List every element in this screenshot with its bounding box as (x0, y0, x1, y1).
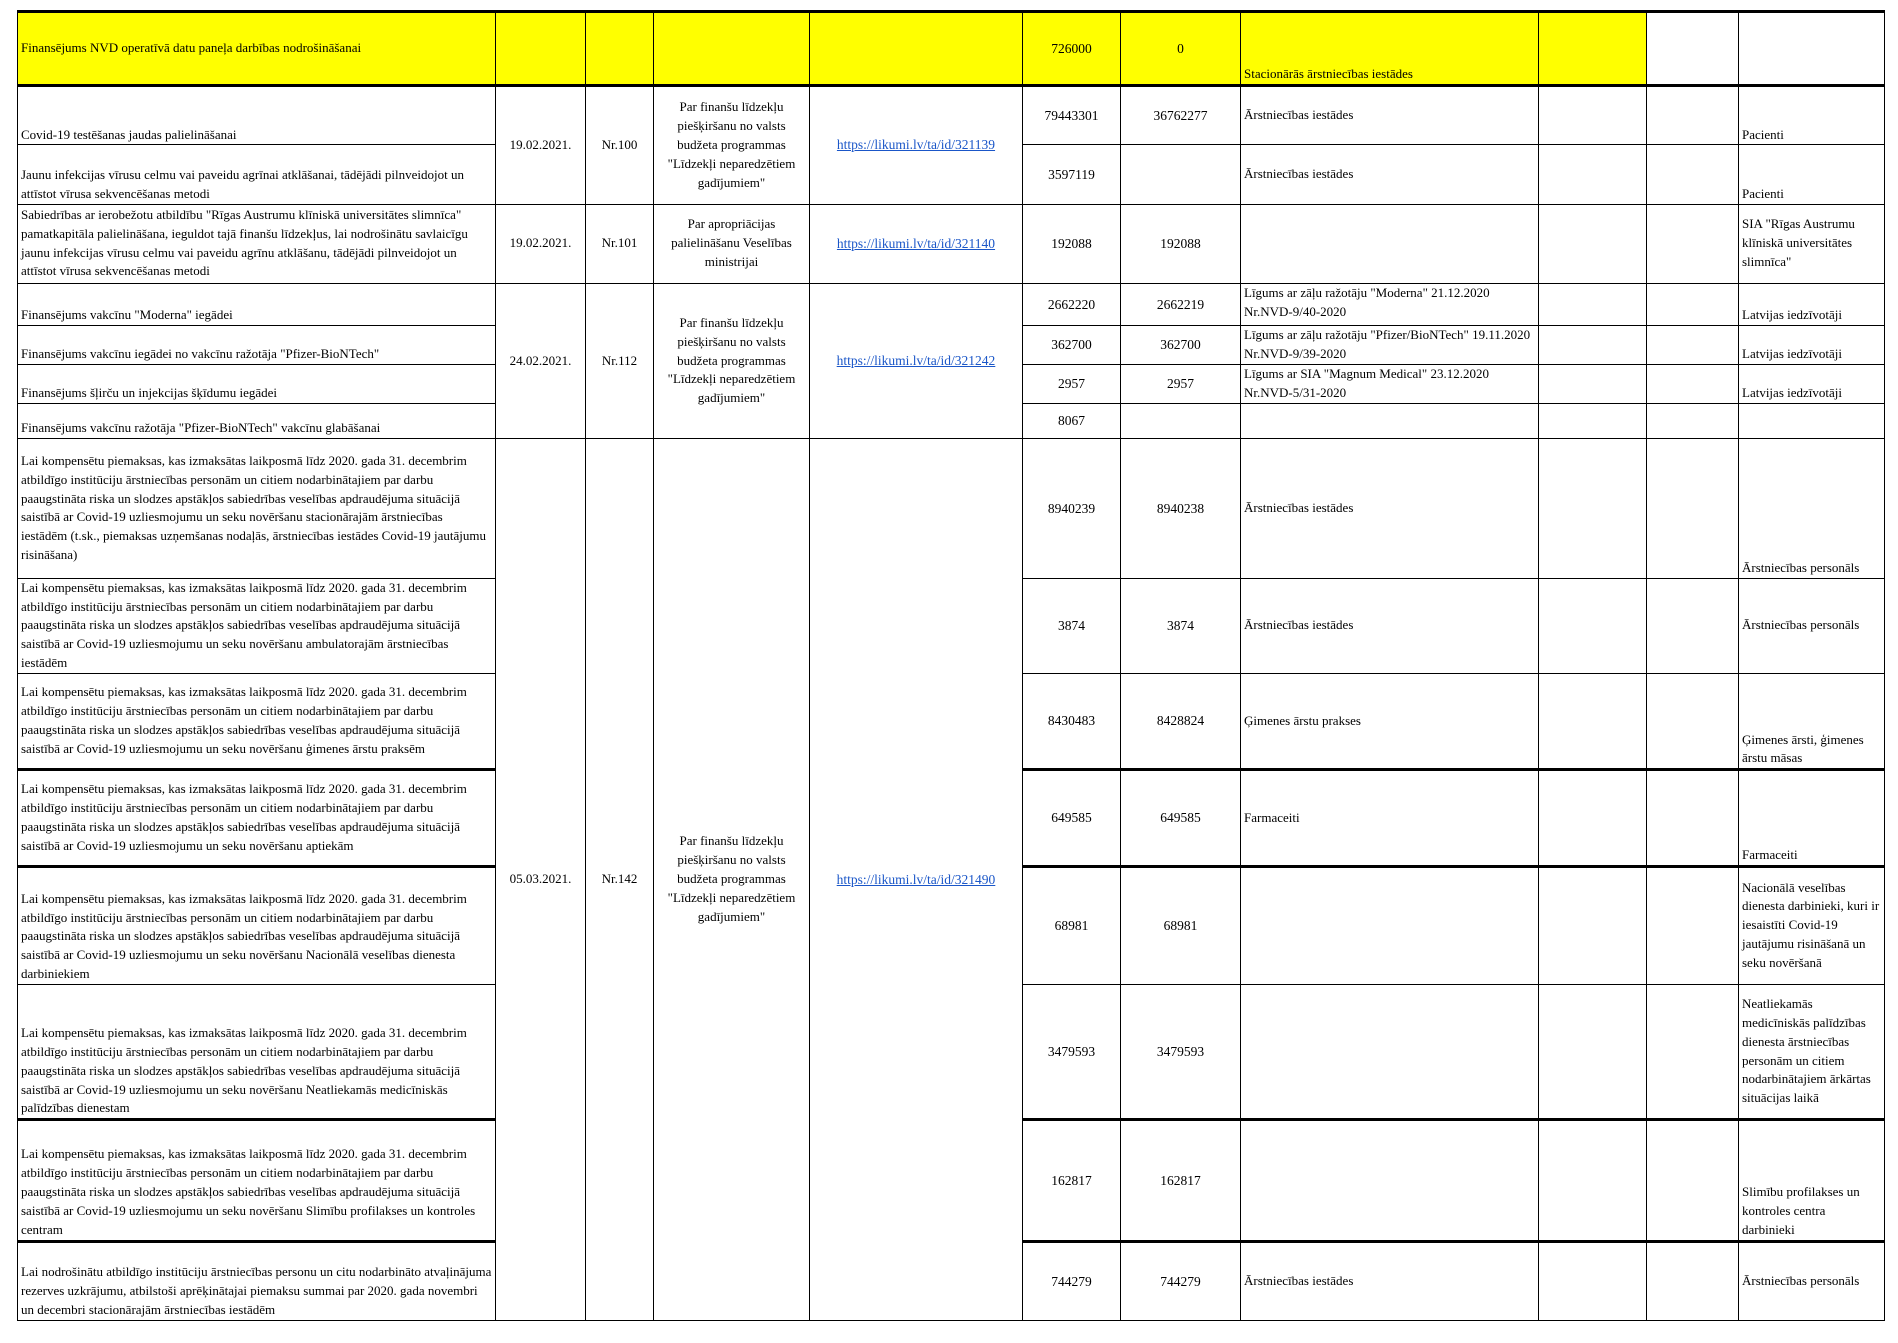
amount-spent-cell (1121, 145, 1241, 204)
desc-cell: Finansējums šļirču un injekcijas šķīdumu iegādei (18, 364, 496, 403)
empty-cell (1647, 439, 1739, 578)
amount-spent-cell: 2662219 (1121, 283, 1241, 325)
amount-spent-cell: 162817 (1121, 1120, 1241, 1241)
target-cell: Nacionālā veselības dienesta darbinieki, kuri ir iesaistīti Covid-19 jautājumu risināšanā un seku novēršanā (1739, 866, 1885, 984)
amount-spent-cell: 8428824 (1121, 674, 1241, 770)
empty-cell (1539, 12, 1647, 86)
target-cell: Ārstniecības personāls (1739, 1241, 1885, 1320)
empty-cell (1539, 770, 1647, 866)
recipient-cell (1241, 204, 1539, 283)
desc-cell: Lai kompensētu piemaksas, kas izmaksātas laikposmā līdz 2020. gada 31. decembrim atbildīgo institūciju ārstniecības personām un citiem nodarbinātajiem par darbu paaugstināta riska un slodzes apstākļos sabiedrības veselības apdraudējuma situācijā saistībā ar Covid-19 uzliesmojumu un seku novēršanu stacionārajām ārstniecības iestādēm (t.sk., piemaksas uzņemšanas nodaļās, ārstniecības iestādes Covid-19 jautājumu risināšana) (18, 439, 496, 578)
title-cell: Par apropriācijas palielināšanu Veselības ministrijai (654, 204, 810, 283)
amount-spent-cell: 68981 (1121, 866, 1241, 984)
desc-cell: Lai kompensētu piemaksas, kas izmaksātas laikposmā līdz 2020. gada 31. decembrim atbildīgo institūciju ārstniecības personām un citiem nodarbinātajiem par darbu paaugstināta riska un slodzes apstākļos sabiedrības veselības apdraudējuma situācijā saistībā ar Covid-19 uzliesmojumu un seku novēršanu Neatliekamās medicīniskās palīdzības dienestam (18, 984, 496, 1119)
desc-cell: Finansējums vakcīnu iegādei no vakcīnu ražotāja "Pfizer-BioNTech" (18, 325, 496, 364)
amount-spent-cell: 362700 (1121, 325, 1241, 364)
empty-cell (1539, 325, 1647, 364)
target-cell: Pacienti (1739, 145, 1885, 204)
amount-spent-cell: 3479593 (1121, 984, 1241, 1119)
recipient-cell (1241, 1120, 1539, 1241)
law-link[interactable]: https://likumi.lv/ta/id/321140 (836, 235, 996, 251)
amount-allocated-cell: 162817 (1023, 1120, 1121, 1241)
desc-cell: Lai nodrošinātu atbildīgo institūciju ārstniecības personu un citu nodarbināto atvaļinājuma rezerves uzkrājumu, atbilstoši aprēķinātajai piemaksu summai par 2020. gada novembri un decembri stacionārajām ārstniecības iestādēm (18, 1241, 496, 1320)
recipient-cell: Farmaceiti (1241, 770, 1539, 866)
date-cell (496, 12, 586, 86)
amount-allocated-cell: 744279 (1023, 1241, 1121, 1320)
desc-cell: Finansējums vakcīnu ražotāja "Pfizer-BioNTech" vakcīnu glabāšanai (18, 404, 496, 439)
recipient-cell: Ārstniecības iestādes (1241, 86, 1539, 145)
empty-cell (1647, 12, 1739, 86)
amount-allocated-cell: 3479593 (1023, 984, 1121, 1119)
target-cell: Latvijas iedzīvotāji (1739, 325, 1885, 364)
date-cell: 19.02.2021. (496, 204, 586, 283)
target-cell: Ģimenes ārsti, ģimenes ārstu māsas (1739, 674, 1885, 770)
target-cell: Ārstniecības personāls (1739, 578, 1885, 673)
amount-spent-cell: 2957 (1121, 364, 1241, 403)
empty-cell (1647, 283, 1739, 325)
funding-table (17, 10, 1885, 1321)
empty-cell (1539, 145, 1647, 204)
empty-cell (1539, 1120, 1647, 1241)
title-cell: Par finanšu līdzekļu piešķiršanu no valsts budžeta programmas "Līdzekļi neparedzētiem gadījumiem" (654, 283, 810, 438)
recipient-cell: Ārstniecības iestādes (1241, 145, 1539, 204)
title-cell (654, 12, 810, 86)
desc-cell: Lai kompensētu piemaksas, kas izmaksātas laikposmā līdz 2020. gada 31. decembrim atbildīgo institūciju ārstniecības personām un citiem nodarbinātajiem par darbu paaugstināta riska un slodzes apstākļos sabiedrības veselības apdraudējuma situācijā saistībā ar Covid-19 uzliesmojumu un seku novēršanu aptiekām (18, 770, 496, 866)
amount-spent-cell: 649585 (1121, 770, 1241, 866)
link-cell (810, 283, 1023, 438)
amount-spent-cell: 192088 (1121, 204, 1241, 283)
target-cell: Farmaceiti (1739, 770, 1885, 866)
empty-cell (1647, 1241, 1739, 1320)
link-cell (810, 439, 1023, 1321)
recipient-cell (1241, 404, 1539, 439)
empty-cell (1647, 578, 1739, 673)
empty-cell (1539, 364, 1647, 403)
link-cell (810, 204, 1023, 283)
empty-cell (1647, 984, 1739, 1119)
empty-cell (1539, 984, 1647, 1119)
desc-cell: Lai kompensētu piemaksas, kas izmaksātas laikposmā līdz 2020. gada 31. decembrim atbildīgo institūciju ārstniecības personām un citiem nodarbinātajiem par darbu paaugstināta riska un slodzes apstākļos sabiedrības veselības apdraudējuma situācijā saistībā ar Covid-19 uzliesmojumu un seku novēršanu ambulatorajām ārstniecības iestādēm (18, 578, 496, 673)
table-row (18, 204, 1885, 283)
recipient-cell: Līgums ar zāļu ražotāju "Pfizer/BioNTech" 19.11.2020 Nr.NVD-9/39-2020 (1241, 325, 1539, 364)
amount-spent-cell: 8940238 (1121, 439, 1241, 578)
empty-cell (1539, 204, 1647, 283)
desc-cell: Lai kompensētu piemaksas, kas izmaksātas laikposmā līdz 2020. gada 31. decembrim atbildīgo institūciju ārstniecības personām un citiem nodarbinātajiem par darbu paaugstināta riska un slodzes apstākļos sabiedrības veselības apdraudējuma situācijā saistībā ar Covid-19 uzliesmojumu un seku novēršanu Nacionālā veselības dienesta darbiniekiem (18, 866, 496, 984)
amount-allocated-cell: 3874 (1023, 578, 1121, 673)
amount-allocated-cell: 726000 (1023, 12, 1121, 86)
law-link[interactable]: https://likumi.lv/ta/id/321242 (836, 353, 996, 369)
recipient-cell (1241, 984, 1539, 1119)
recipient-cell: Ģimenes ārstu prakses (1241, 674, 1539, 770)
amount-allocated-cell: 2662220 (1023, 283, 1121, 325)
empty-cell (1539, 674, 1647, 770)
amount-spent-cell: 744279 (1121, 1241, 1241, 1320)
target-cell: Slimību profilakses un kontroles centra darbinieki (1739, 1120, 1885, 1241)
amount-allocated-cell: 3597119 (1023, 145, 1121, 204)
number-cell: Nr.142 (586, 439, 654, 1321)
empty-cell (1647, 86, 1739, 145)
amount-allocated-cell: 192088 (1023, 204, 1121, 283)
empty-cell (1647, 364, 1739, 403)
amount-allocated-cell: 8067 (1023, 404, 1121, 439)
target-cell (1739, 404, 1885, 439)
target-cell (1739, 12, 1885, 86)
empty-cell (1539, 439, 1647, 578)
empty-cell (1647, 404, 1739, 439)
desc-cell: Finansējums NVD operatīvā datu paneļa darbības nodrošināšanai (18, 12, 496, 86)
desc-cell: Lai kompensētu piemaksas, kas izmaksātas laikposmā līdz 2020. gada 31. decembrim atbildīgo institūciju ārstniecības personām un citiem nodarbinātajiem par darbu paaugstināta riska un slodzes apstākļos sabiedrības veselības apdraudējuma situācijā saistībā ar Covid-19 uzliesmojumu un seku novēršanu Slimību profilakses un kontroles centram (18, 1120, 496, 1241)
amount-allocated-cell: 68981 (1023, 866, 1121, 984)
recipient-cell (1241, 866, 1539, 984)
desc-cell: Jaunu infekcijas vīrusu celmu vai paveidu agrīnai atklāšanai, tādējādi pilnveidojot un attīstot vīrusa sekvencēšanas metodi (18, 145, 496, 204)
law-link[interactable]: https://likumi.lv/ta/id/321490 (836, 871, 996, 887)
link-cell (810, 86, 1023, 204)
recipient-cell: Līgums ar SIA "Magnum Medical" 23.12.2020 Nr.NVD-5/31-2020 (1241, 364, 1539, 403)
number-cell: Nr.112 (586, 283, 654, 438)
empty-cell (1539, 866, 1647, 984)
table-row (18, 439, 1885, 578)
empty-cell (1647, 145, 1739, 204)
recipient-cell: Stacionārās ārstniecības iestādes (1241, 12, 1539, 86)
amount-allocated-cell: 2957 (1023, 364, 1121, 403)
number-cell: Nr.100 (586, 86, 654, 204)
table-row (18, 12, 1885, 86)
desc-cell: Finansējums vakcīnu "Moderna" iegādei (18, 283, 496, 325)
desc-cell: Covid-19 testēšanas jaudas palielināšanai (18, 86, 496, 145)
empty-cell (1647, 325, 1739, 364)
target-cell: Neatliekamās medicīniskās palīdzības dienesta ārstniecības personām un citiem nodarbinātajiem ārkārtas situācijas laikā (1739, 984, 1885, 1119)
empty-cell (1539, 86, 1647, 145)
table-row (18, 86, 1885, 145)
recipient-cell: Līgums ar zāļu ražotāju "Moderna" 21.12.2020 Nr.NVD-9/40-2020 (1241, 283, 1539, 325)
amount-allocated-cell: 8430483 (1023, 674, 1121, 770)
recipient-cell: Ārstniecības iestādes (1241, 578, 1539, 673)
target-cell: Pacienti (1739, 86, 1885, 145)
date-cell: 19.02.2021. (496, 86, 586, 204)
recipient-cell: Ārstniecības iestādes (1241, 1241, 1539, 1320)
law-link[interactable]: https://likumi.lv/ta/id/321139 (836, 137, 996, 153)
target-cell: Latvijas iedzīvotāji (1739, 283, 1885, 325)
empty-cell (1539, 283, 1647, 325)
amount-allocated-cell: 8940239 (1023, 439, 1121, 578)
empty-cell (1539, 404, 1647, 439)
amount-spent-cell: 3874 (1121, 578, 1241, 673)
empty-cell (1647, 1120, 1739, 1241)
desc-cell: Lai kompensētu piemaksas, kas izmaksātas laikposmā līdz 2020. gada 31. decembrim atbildīgo institūciju ārstniecības personām un citiem nodarbinātajiem par darbu paaugstināta riska un slodzes apstākļos sabiedrības veselības apdraudējuma situācijā saistībā ar Covid-19 uzliesmojumu un seku novēršanu ģimenes ārstu praksēm (18, 674, 496, 770)
amount-allocated-cell: 362700 (1023, 325, 1121, 364)
date-cell: 05.03.2021. (496, 439, 586, 1321)
amount-allocated-cell: 649585 (1023, 770, 1121, 866)
link-cell (810, 12, 1023, 86)
number-cell (586, 12, 654, 86)
empty-cell (1539, 1241, 1647, 1320)
empty-cell (1647, 866, 1739, 984)
amount-spent-cell: 0 (1121, 12, 1241, 86)
date-cell: 24.02.2021. (496, 283, 586, 438)
target-cell: Ārstniecības personāls (1739, 439, 1885, 578)
recipient-cell: Ārstniecības iestādes (1241, 439, 1539, 578)
title-cell: Par finanšu līdzekļu piešķiršanu no valsts budžeta programmas "Līdzekļi neparedzētiem gadījumiem" (654, 86, 810, 204)
amount-spent-cell (1121, 404, 1241, 439)
number-cell: Nr.101 (586, 204, 654, 283)
empty-cell (1647, 770, 1739, 866)
target-cell: Latvijas iedzīvotāji (1739, 364, 1885, 403)
empty-cell (1539, 578, 1647, 673)
empty-cell (1647, 204, 1739, 283)
title-cell: Par finanšu līdzekļu piešķiršanu no valsts budžeta programmas "Līdzekļi neparedzētiem gadījumiem" (654, 439, 810, 1321)
target-cell: SIA "Rīgas Austrumu klīniskā universitātes slimnīca" (1739, 204, 1885, 283)
amount-allocated-cell: 79443301 (1023, 86, 1121, 145)
empty-cell (1647, 674, 1739, 770)
table-row (18, 283, 1885, 325)
amount-spent-cell: 36762277 (1121, 86, 1241, 145)
desc-cell: Sabiedrības ar ierobežotu atbildību "Rīgas Austrumu klīniskā universitātes slimnīca" pamatkapitāla palielināšana, ieguldot tajā finanšu līdzekļus, lai nodrošinātu savlaicīgu jaunu infekcijas vīrusu celmu vai paveidu agrīnu atklāšanu, tādējādi pilnveidojot un attīstot vīrusa sekvencēšanas metodi (18, 204, 496, 283)
